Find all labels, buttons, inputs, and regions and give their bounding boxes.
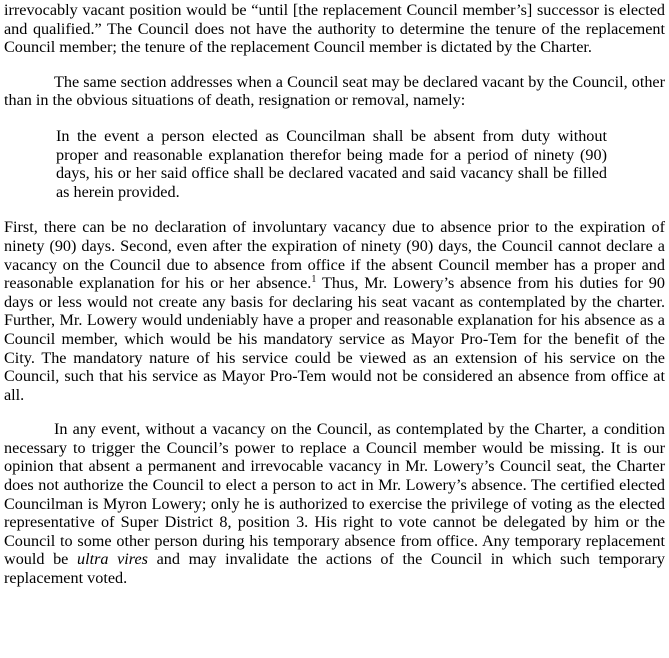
paragraph-text: The same section addresses when a Council seat may be declared vacant by the Council, other than in the obvious situations of death, resignation or removal, namely: (4, 72, 665, 110)
paragraph-vacancy-section (4, 73, 665, 110)
paragraph-text: irrevocably vacant position would be “until [the replacement Council member’s] successor is elected and qualified.” The Council does not have the authority to determine the tenure of the replacement Council member; the tenure of the replacement Council member is dictated by the Charter. (4, 1, 665, 57)
paragraph-text-part-1: First, there can be no declaration of involuntary vacancy due to absence prior to the expiration of ninety (90) days. Second, even after the expiration of ninety (90) days, the Council cannot declare a vacancy on the Council due to absence from office if the absent Council member has a proper and reasonable explanation for his or her absence. (4, 218, 665, 293)
paragraph-text-part-2: Thus, Mr. Lowery’s absence from his duties for 90 days or less would not create any basis for declaring his seat vacant as contemplated by the charter. Further, Mr. Lowery would undeniably have a proper and reasonable explanation for his absence as a Council member, which would be his mandatory service as Mayor Pro-Tem for the benefit of the City. The mandatory nature of his service could be viewed as an extension of his service on the Council, such that his service as Mayor Pro-Tem would not be considered an absence from office at all. (4, 274, 665, 404)
ultra-vires-term: ultra vires (77, 550, 148, 569)
footnote-marker[interactable]: 1 (311, 274, 317, 286)
paragraph-conclusion (4, 420, 665, 587)
document-page (4, 1, 665, 588)
paragraph-absence-analysis (4, 218, 665, 404)
paragraph-text-part-1: In any event, without a vacancy on the Council, as contemplated by the Charter, a condition necessary to trigger the Council’s power to replace a Council member would be missing. It is our opinion that absent a permanent and irrevocable vacancy in Mr. Lowery’s Council seat, the Charter does not authorize the Council to elect a person to act in Mr. Lowery’s absence. The certified elected Councilman is Myron Lowery; only he is authorized to exercise the privilege of voting as the elected representative of Super District 8, position 3. His right to vote cannot be delegated by him or the Council to some other person during his temporary absence from office. Any temporary replacement would be (4, 420, 665, 569)
paragraph-text-part-2: and may invalidate the actions of the Council in which such temporary replacement voted. (4, 550, 665, 588)
paragraph-charter-tenure (4, 1, 665, 57)
charter-block-quote (56, 127, 607, 201)
block-quote-text: In the event a person elected as Councilman shall be absent from duty without proper and reasonable explanation therefor being made for a period of ninety (90) days, his or her said office shall be declared vacated and said vacancy shall be filled as herein provided. (56, 126, 607, 201)
